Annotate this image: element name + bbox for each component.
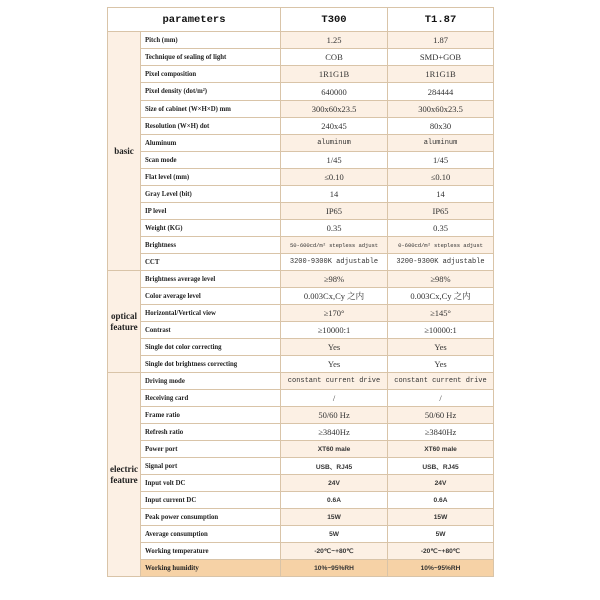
spec-table — [107, 7, 494, 577]
value-t187: 5W — [388, 526, 494, 543]
spec-row — [108, 356, 494, 373]
value-t300: Yes — [281, 339, 388, 356]
parameter-label: Horizontal/Vertical view — [141, 305, 281, 322]
value-t187: 0.35 — [388, 220, 494, 237]
value-t300: 14 — [281, 186, 388, 203]
parameter-label: Input current DC — [141, 492, 281, 509]
header-row — [108, 8, 494, 32]
value-t187: 10%~95%RH — [388, 560, 494, 577]
value-t187: Yes — [388, 339, 494, 356]
value-t187: 0-600cd/m² stepless adjust — [388, 237, 494, 254]
parameter-label: Resolution (W×H) dot — [141, 118, 281, 135]
parameter-label: Single dot color correcting — [141, 339, 281, 356]
spec-row — [108, 526, 494, 543]
value-t187: USB、RJ45 — [388, 458, 494, 475]
value-t187: 0.003Cx,Cy 之内 — [388, 288, 494, 305]
parameter-label: Working humidity — [141, 560, 281, 577]
parameter-label: Technique of sealing of light — [141, 49, 281, 66]
value-t300: 0.35 — [281, 220, 388, 237]
spec-table-body — [108, 32, 494, 577]
value-t300: constant current drive — [281, 373, 388, 390]
parameter-label: Size of cabinet (W×H×D) mm — [141, 101, 281, 118]
header-parameters: parameters — [108, 8, 281, 32]
value-t187: 24V — [388, 475, 494, 492]
value-t300: 15W — [281, 509, 388, 526]
parameter-label: Brightness average level — [141, 271, 281, 288]
spec-row — [108, 169, 494, 186]
spec-row — [108, 152, 494, 169]
spec-row — [108, 32, 494, 49]
value-t300: 1/45 — [281, 152, 388, 169]
spec-row — [108, 203, 494, 220]
value-t187: 50/60 Hz — [388, 407, 494, 424]
value-t187: 80x30 — [388, 118, 494, 135]
value-t187: constant current drive — [388, 373, 494, 390]
parameter-label: Refresh ratio — [141, 424, 281, 441]
value-t187: / — [388, 390, 494, 407]
value-t187: 1.87 — [388, 32, 494, 49]
value-t300: ≥98% — [281, 271, 388, 288]
header-model-t187: T1.87 — [388, 8, 494, 32]
parameter-label: Average consumption — [141, 526, 281, 543]
value-t187: 15W — [388, 509, 494, 526]
value-t187: 14 — [388, 186, 494, 203]
spec-row — [108, 135, 494, 152]
value-t187: 3200-9300K adjustable — [388, 254, 494, 271]
spec-row — [108, 237, 494, 254]
spec-row — [108, 509, 494, 526]
parameter-label: IP level — [141, 203, 281, 220]
parameter-label: Aluminum — [141, 135, 281, 152]
section-label-electric-feature: electric feature — [108, 373, 141, 577]
value-t300: ≥10000:1 — [281, 322, 388, 339]
value-t300: 10%~95%RH — [281, 560, 388, 577]
parameter-label: Brightness — [141, 237, 281, 254]
value-t300: 5W — [281, 526, 388, 543]
value-t300: ≤0.10 — [281, 169, 388, 186]
section-label-basic: basic — [108, 32, 141, 271]
spec-row — [108, 492, 494, 509]
spec-row — [108, 475, 494, 492]
value-t187: Yes — [388, 356, 494, 373]
value-t187: SMD+GOB — [388, 49, 494, 66]
value-t300: ≥170° — [281, 305, 388, 322]
value-t300: / — [281, 390, 388, 407]
parameter-label: CCT — [141, 254, 281, 271]
parameter-label: Pixel density (dot/m²) — [141, 83, 281, 101]
parameter-label: Receiving card — [141, 390, 281, 407]
parameter-label: Working temperature — [141, 543, 281, 560]
value-t300: 0.003Cx,Cy 之内 — [281, 288, 388, 305]
spec-row — [108, 254, 494, 271]
spec-row — [108, 220, 494, 237]
parameter-label: Color average level — [141, 288, 281, 305]
parameter-label: Driving mode — [141, 373, 281, 390]
parameter-label: Scan mode — [141, 152, 281, 169]
parameter-label: Flat level (mm) — [141, 169, 281, 186]
spec-row — [108, 424, 494, 441]
value-t187: 1/45 — [388, 152, 494, 169]
value-t300: 24V — [281, 475, 388, 492]
spec-row — [108, 458, 494, 475]
value-t187: ≥10000:1 — [388, 322, 494, 339]
spec-row — [108, 83, 494, 101]
spec-row — [108, 186, 494, 203]
parameter-label: Weight (KG) — [141, 220, 281, 237]
value-t187: ≥98% — [388, 271, 494, 288]
spec-row — [108, 118, 494, 135]
value-t300: 3200-9300K adjustable — [281, 254, 388, 271]
value-t187: XT60 male — [388, 441, 494, 458]
value-t300: 1R1G1B — [281, 66, 388, 83]
spec-row — [108, 101, 494, 118]
value-t187: 284444 — [388, 83, 494, 101]
value-t300: ≥3840Hz — [281, 424, 388, 441]
value-t187: ≤0.10 — [388, 169, 494, 186]
value-t187: 1R1G1B — [388, 66, 494, 83]
parameter-label: Gray Level (bit) — [141, 186, 281, 203]
spec-row — [108, 560, 494, 577]
spec-row — [108, 322, 494, 339]
spec-row — [108, 441, 494, 458]
value-t300: 50/60 Hz — [281, 407, 388, 424]
parameter-label: Signal port — [141, 458, 281, 475]
value-t300: 0.6A — [281, 492, 388, 509]
spec-row — [108, 271, 494, 288]
section-label-optical-feature: optical feature — [108, 271, 141, 373]
spec-sheet — [107, 7, 493, 577]
value-t300: -20℃~+80℃ — [281, 543, 388, 560]
parameter-label: Single dot brightness correcting — [141, 356, 281, 373]
spec-row — [108, 288, 494, 305]
parameter-label: Peak power consumption — [141, 509, 281, 526]
value-t300: 300x60x23.5 — [281, 101, 388, 118]
value-t300: 50-600cd/m² stepless adjust — [281, 237, 388, 254]
spec-row — [108, 49, 494, 66]
value-t187: -20℃~+80℃ — [388, 543, 494, 560]
value-t300: COB — [281, 49, 388, 66]
spec-row — [108, 373, 494, 390]
value-t300: 1.25 — [281, 32, 388, 49]
spec-row — [108, 390, 494, 407]
value-t187: 0.6A — [388, 492, 494, 509]
parameter-label: Input volt DC — [141, 475, 281, 492]
value-t187: aluminum — [388, 135, 494, 152]
value-t187: 300x60x23.5 — [388, 101, 494, 118]
parameter-label: Pixel composition — [141, 66, 281, 83]
spec-row — [108, 66, 494, 83]
value-t300: USB、RJ45 — [281, 458, 388, 475]
spec-row — [108, 305, 494, 322]
value-t187: ≥145° — [388, 305, 494, 322]
parameter-label: Pitch (mm) — [141, 32, 281, 49]
value-t187: ≥3840Hz — [388, 424, 494, 441]
parameter-label: Power port — [141, 441, 281, 458]
spec-row — [108, 339, 494, 356]
parameter-label: Contrast — [141, 322, 281, 339]
value-t300: IP65 — [281, 203, 388, 220]
spec-row — [108, 407, 494, 424]
header-model-t300: T300 — [281, 8, 388, 32]
value-t300: XT60 male — [281, 441, 388, 458]
value-t300: aluminum — [281, 135, 388, 152]
value-t300: 640000 — [281, 83, 388, 101]
parameter-label: Frame ratio — [141, 407, 281, 424]
value-t300: 240x45 — [281, 118, 388, 135]
spec-row — [108, 543, 494, 560]
value-t300: Yes — [281, 356, 388, 373]
value-t187: IP65 — [388, 203, 494, 220]
